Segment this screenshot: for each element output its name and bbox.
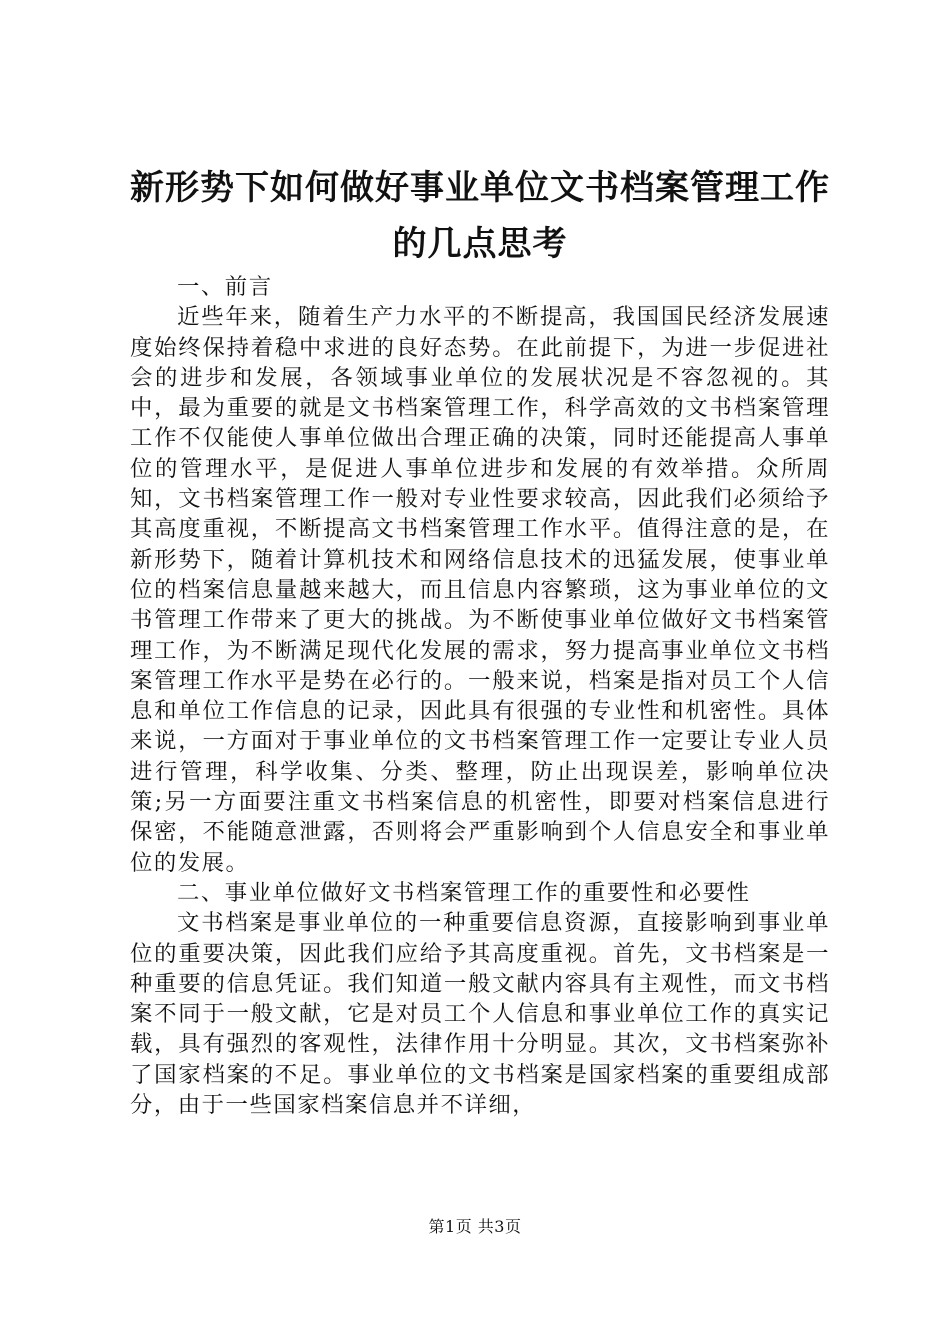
section-heading-preface: 一、前言 [177, 274, 273, 300]
document-page [130, 160, 830, 1120]
document-body [130, 272, 830, 1120]
paragraph-importance: 文书档案是事业单位的一种重要信息资源，直接影响到事业单位的重要决策，因此我们应给予其高度重视。首先，文书档案是一种重要的信息凭证。我们知道一般文献内容具有主观性，而文书档案不同于一般文献，它是对员工个人信息和事业单位工作的真实记载，具有强烈的客观性，法律作用十分明显。其次，文书档案弥补了国家档案的不足。事业单位的文书档案是国家档案的重要组成部分，由于一些国家档案信息并不详细， [130, 910, 830, 1119]
title-line-1: 新形势下如何做好事业单位文书档案管理工作 [130, 168, 830, 208]
page-footer: 第1页 共3页 [428, 1217, 522, 1236]
paragraph-preface: 近些年来，随着生产力水平的不断提高，我国国民经济发展速度始终保持着稳中求进的良好态势。在此前提下，为进一步促进社会的进步和发展，各领域事业单位的发展状况是不容忽视的。其中，最为重要的就是文书档案管理工作，科学高效的文书档案管理工作不仅能使人事单位做出合理正确的决策，同时还能提高人事单位的管理水平，是促进人事单位进步和发展的有效举措。众所周知，文书档案管理工作一般对专业性要求较高，因此我们必须给予其高度重视，不断提高文书档案管理工作水平。值得注意的是，在新形势下，随着计算机技术和网络信息技术的迅猛发展，使事业单位的档案信息量越来越大，而且信息内容繁琐，这为事业单位的文书管理工作带来了更大的挑战。为不断使事业单位做好文书档案管理工作，为不断满足现代化发展的需求，努力提高事业单位文书档案管理工作水平是势在必行的。一般来说，档案是指对员工个人信息和单位工作信息的记录，因此具有很强的专业性和机密性。具体来说，一方面对于事业单位的文书档案管理工作一定要让专业人员进行管理，科学收集、分类、整理，防止出现误差，影响单位决策;另一方面要注重文书档案信息的机密性，即要对档案信息进行保密，不能随意泄露，否则将会严重影响到个人信息安全和事业单位的发展。 [130, 304, 830, 876]
title-line-2: 的几点思考 [392, 224, 568, 264]
document-title [130, 160, 830, 272]
section-heading-importance: 二、事业单位做好文书档案管理工作的重要性和必要性 [177, 879, 751, 906]
